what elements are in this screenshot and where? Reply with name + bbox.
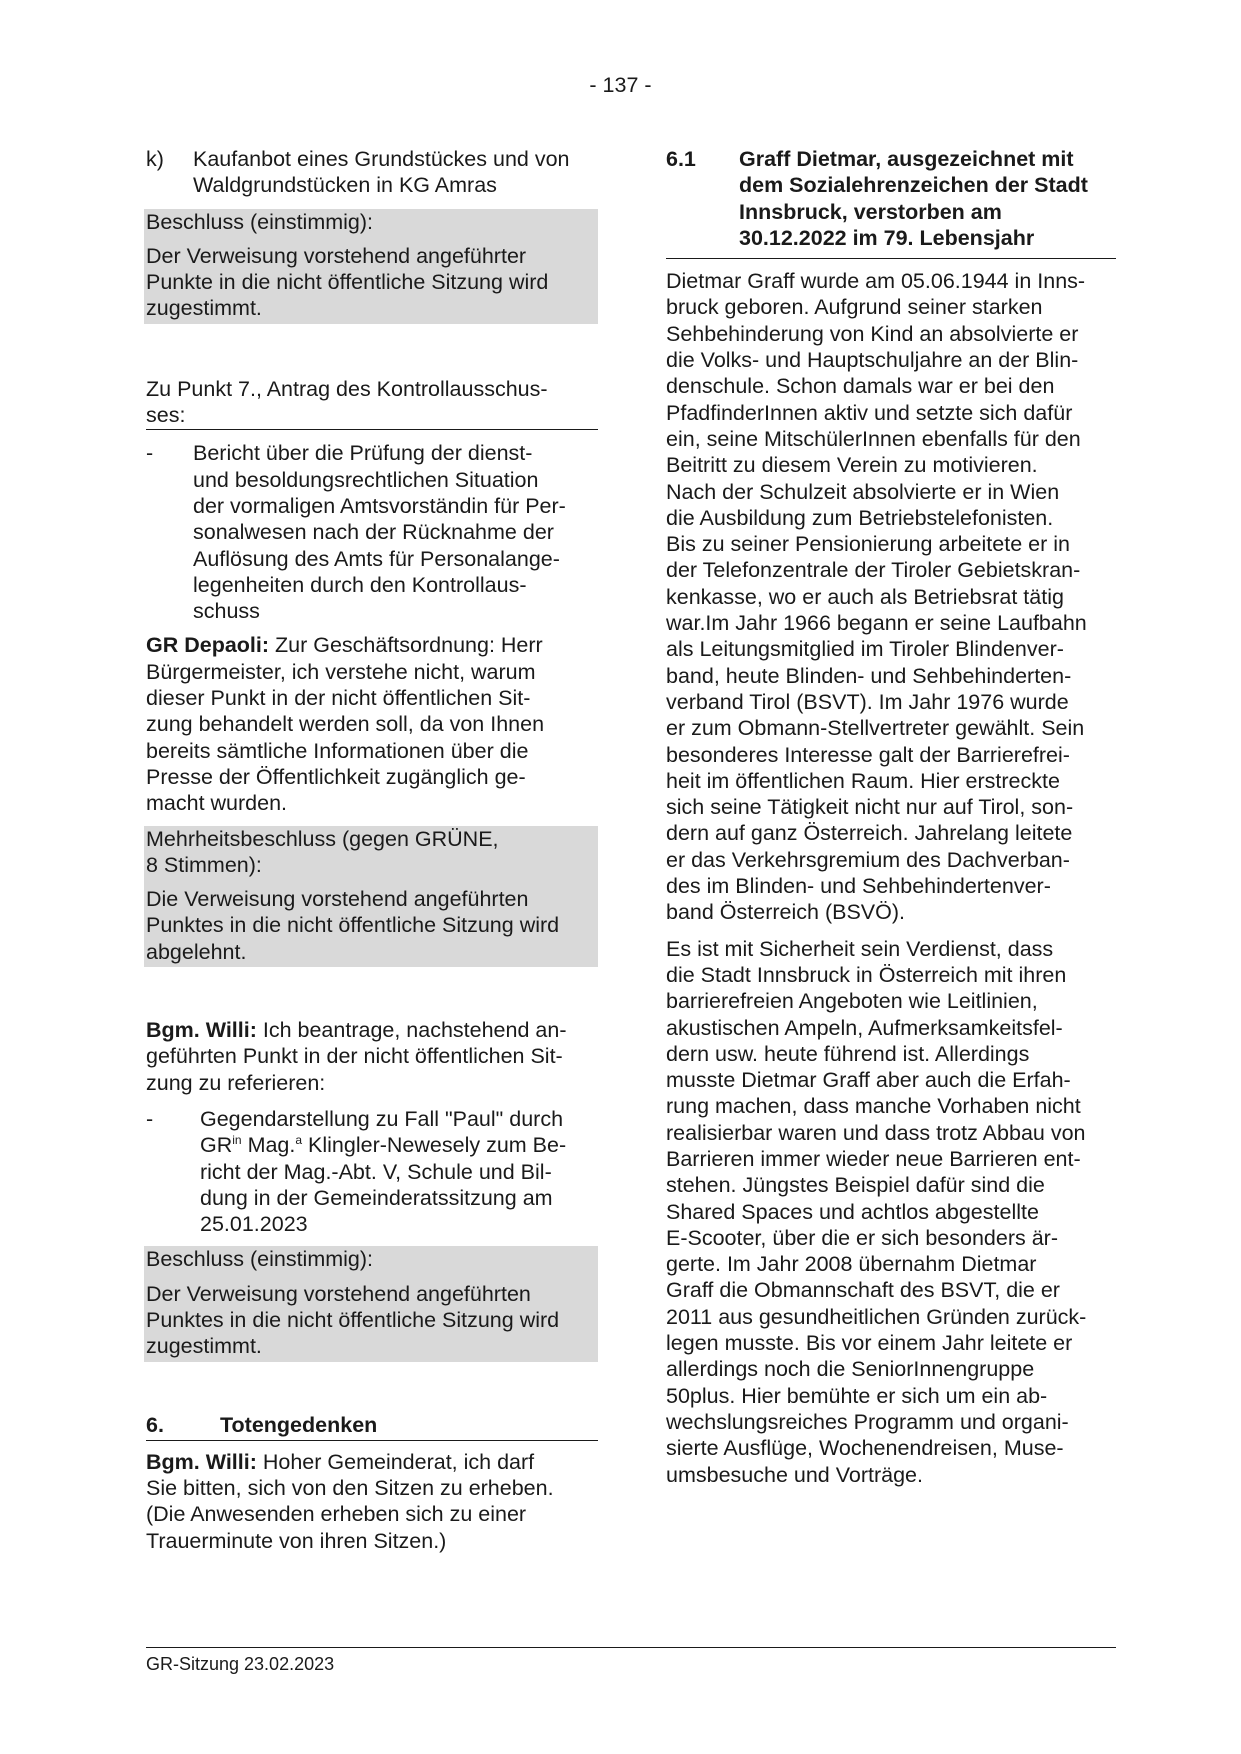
- text-line: Graff Dietmar, ausgezeichnet mit: [739, 147, 1074, 171]
- resolution-heading: Beschluss (einstimmig):: [146, 209, 373, 234]
- text-line: die Ausbildung zum Betriebstelefonisten.: [666, 505, 1054, 530]
- text-line: des im Blinden- und Sehbehindertenver-: [666, 874, 1051, 899]
- footer-divider: [146, 1647, 1116, 1648]
- text-line: Graff die Obmannschaft des BSVT, die er: [666, 1278, 1060, 1303]
- text-line: akustischen Ampeln, Aufmerksamkeitsfel-: [666, 1015, 1063, 1040]
- resolution-line: abgelehnt.: [146, 939, 247, 964]
- dash-bullet: -: [146, 1106, 154, 1131]
- text-line: rung machen, dass manche Vorhaben nicht: [666, 1094, 1081, 1119]
- speech-depaoli: [146, 632, 598, 816]
- right-column: [666, 146, 1116, 1488]
- report-text: [193, 440, 566, 624]
- text-line: kenkasse, wo er auch als Betriebsrat tätig: [666, 584, 1064, 609]
- resolution-line: Der Verweisung vorstehend angeführten: [146, 1281, 531, 1306]
- page-number: - 137 -: [589, 73, 652, 97]
- resolution-line: Punktes in die nicht öffentliche Sitzung wird: [146, 913, 560, 938]
- text-line: [146, 632, 598, 658]
- text-line: PfadfinderInnen aktiv und setzte sich dafür: [666, 400, 1073, 425]
- superscript: a: [295, 1133, 303, 1148]
- resolution-heading: Mehrheitsbeschluss (gegen GRÜNE,: [146, 826, 499, 851]
- motion-heading: [146, 376, 598, 431]
- text-line: zung behandelt werden soll, da von Ihnen: [146, 712, 545, 737]
- text-line: realisierbar waren und dass trotz Abbau von: [666, 1120, 1086, 1145]
- section-title: Totengedenken: [220, 1412, 378, 1437]
- speaker-name: Bgm. Willi:: [146, 1449, 257, 1474]
- text-line: die Volks- und Hauptschuljahre an der Blin-: [666, 348, 1079, 373]
- speech-text: Zur Geschäftsordnung: Herr: [269, 633, 543, 658]
- text-line: Dietmar Graff wurde am 05.06.1944 in Inns-: [666, 269, 1086, 294]
- counterstatement-text: [200, 1106, 566, 1237]
- text-line: Waldgrundstücken in KG Amras: [193, 173, 497, 198]
- text-line: Trauerminute von ihren Sitzen.): [146, 1528, 447, 1553]
- speaker-name: Bgm. Willi:: [146, 1018, 257, 1043]
- resolution-box-2: [144, 826, 598, 967]
- text-line: musste Dietmar Graff aber auch die Erfah-: [666, 1068, 1071, 1093]
- text-line: legenheiten durch den Kontrollaus-: [193, 572, 527, 597]
- title-gr: GR: [200, 1133, 233, 1158]
- text-line: band, heute Blinden- und Sehbehinderten-: [666, 663, 1072, 688]
- resolution-box-3: [144, 1246, 598, 1361]
- text-line: der vormaligen Amtsvorständin für Per-: [193, 493, 566, 518]
- section-number: 6.: [146, 1412, 164, 1437]
- text-line: denschule. Schon damals war er bei den: [666, 374, 1055, 399]
- text-line: wechslungsreiches Programm und organi-: [666, 1409, 1069, 1434]
- text-line: Bürgermeister, ich verstehe nicht, warum: [146, 659, 536, 684]
- text-line: Barrieren immer wieder neue Barrieren ent-: [666, 1146, 1081, 1171]
- report-item: [146, 440, 598, 624]
- text-fragment: Klingler-Newesely zum Be-: [302, 1133, 567, 1158]
- text-line: besonderes Interesse galt der Barrierefrei-: [666, 742, 1070, 767]
- text-line: er das Verkehrsgremium des Dachverban-: [666, 847, 1070, 872]
- text-line: Nach der Schulzeit absolvierte er in Wien: [666, 479, 1060, 504]
- text-line: der Telefonzentrale der Tiroler Gebietskran-: [666, 558, 1081, 583]
- text-line: Kaufanbot eines Grundstückes und von: [193, 147, 570, 171]
- resolution-line: Der Verweisung vorstehend angeführter: [146, 243, 527, 268]
- text-line: Bericht über die Prüfung der dienst-: [193, 441, 533, 466]
- text-line: (Die Anwesenden erheben sich zu einer: [146, 1502, 527, 1527]
- text-line: [146, 1017, 598, 1043]
- text-line: macht wurden.: [146, 791, 288, 816]
- speech-willi-2: [146, 1449, 598, 1554]
- text-line: dern usw. heute führend ist. Allerdings: [666, 1041, 1030, 1066]
- text-line: [146, 1449, 598, 1475]
- text-line: die Stadt Innsbruck in Österreich mit ihren: [666, 962, 1067, 987]
- speech-text: Hoher Gemeinderat, ich darf: [256, 1449, 535, 1474]
- resolution-heading: 8 Stimmen):: [146, 852, 262, 877]
- title-mag: Mag.: [241, 1133, 296, 1158]
- resolution-heading: Beschluss (einstimmig):: [146, 1247, 373, 1272]
- text-line: dung in der Gemeinderatssitzung am: [200, 1185, 553, 1210]
- text-line: Innsbruck, verstorben am: [739, 199, 1002, 224]
- section-heading-6: [146, 1412, 598, 1441]
- text-line: Shared Spaces und achtlos abgestellte: [666, 1199, 1039, 1224]
- text-line: Presse der Öffentlichkeit zugänglich ge-: [146, 764, 526, 789]
- dash-bullet: -: [146, 441, 154, 466]
- text-line: bruck geboren. Aufgrund seiner starken: [666, 295, 1043, 320]
- speaker-name: GR Depaoli:: [146, 633, 270, 658]
- obituary-paragraph-1: [666, 268, 1116, 925]
- resolution-line: zugestimmt.: [146, 1334, 262, 1359]
- text-line: schuss: [193, 599, 260, 624]
- text-line: heit im öffentlichen Raum. Hier erstreckte: [666, 768, 1060, 793]
- text-line: E-Scooter, über die er sich besonders är-: [666, 1225, 1058, 1250]
- resolution-line: Punkte in die nicht öffentliche Sitzung wird: [146, 270, 549, 295]
- text-line: band Österreich (BSVÖ).: [666, 900, 905, 925]
- section-title: [739, 146, 1088, 251]
- resolution-line: zugestimmt.: [146, 296, 262, 321]
- text-line: richt der Mag.-Abt. V, Schule und Bil-: [200, 1159, 552, 1184]
- text-line: dem Sozialehrenzeichen der Stadt: [739, 173, 1088, 198]
- text-line: 30.12.2022 im 79. Lebensjahr: [739, 225, 1035, 250]
- text-line: 2011 aus gesundheitlichen Gründen zurück-: [666, 1304, 1087, 1329]
- text-line: Sehbehinderung von Kind an absolvierte er: [666, 321, 1079, 346]
- resolution-line: Die Verweisung vorstehend angeführten: [146, 887, 529, 912]
- text-line: Es ist mit Sicherheit sein Verdienst, dass: [666, 936, 1054, 961]
- text-line: geführten Punkt in der nicht öffentlichen Sit-: [146, 1044, 563, 1069]
- resolution-line: Punktes in die nicht öffentliche Sitzung wird: [146, 1307, 560, 1332]
- text-line: stehen. Jüngstes Beispiel dafür sind die: [666, 1173, 1045, 1198]
- text-line: sonalwesen nach der Rücknahme der: [193, 520, 554, 545]
- text-line: 50plus. Hier bemühte er sich um ein ab-: [666, 1383, 1048, 1408]
- text-line: dern auf ganz Österreich. Jahrelang leitete: [666, 821, 1073, 846]
- text-line: gerte. Im Jahr 2008 übernahm Dietmar: [666, 1252, 1037, 1277]
- left-column: [146, 146, 598, 1554]
- section-number: 6.1: [666, 147, 696, 171]
- speech-text: Ich beantrage, nachstehend an-: [256, 1018, 567, 1043]
- text-line: dieser Punkt in der nicht öffentlichen Sit-: [146, 686, 531, 711]
- speech-willi-1: [146, 1017, 598, 1096]
- text-line: er zum Obmann-Stellvertreter gewählt. Sein: [666, 716, 1085, 741]
- text-line: Bis zu seiner Pensionierung arbeitete er in: [666, 532, 1070, 557]
- text-line: 25.01.2023: [200, 1212, 308, 1237]
- text-line: zung zu referieren:: [146, 1070, 326, 1095]
- text-line: sich seine Tätigkeit nicht nur auf Tirol, son-: [666, 795, 1074, 820]
- text-line: bereits sämtliche Informationen über die: [146, 738, 529, 763]
- text-line: umsbesuche und Vorträge.: [666, 1462, 923, 1487]
- text-line: Auflösung des Amts für Personalange-: [193, 546, 560, 571]
- superscript: in: [232, 1133, 242, 1148]
- text-line: Gegendarstellung zu Fall "Paul" durch: [200, 1106, 564, 1131]
- text-line: und besoldungsrechtlichen Situation: [193, 467, 539, 492]
- agenda-item-text: [193, 146, 598, 199]
- text-line: barrierefreien Angeboten wie Leitlinien,: [666, 989, 1038, 1014]
- text-line: war.Im Jahr 1966 begann er seine Laufbahn: [666, 611, 1087, 636]
- page-footer: GR-Sitzung 23.02.2023: [146, 1654, 335, 1674]
- text-line: ses:: [146, 403, 186, 428]
- text-line: [200, 1132, 566, 1158]
- agenda-item-label: k): [146, 147, 164, 171]
- section-heading-6-1: [666, 146, 1116, 259]
- resolution-box-1: [144, 209, 598, 324]
- text-line: Sie bitten, sich von den Sitzen zu erheben.: [146, 1476, 554, 1501]
- text-line: legen musste. Bis vor einem Jahr leitete er: [666, 1331, 1073, 1356]
- counterstatement-item: [146, 1106, 598, 1237]
- text-line: sierte Ausflüge, Wochenendreisen, Muse-: [666, 1436, 1064, 1461]
- text-line: Beitritt zu diesem Verein zu motivieren.: [666, 453, 1038, 478]
- text-line: allerdings noch die SeniorInnengruppe: [666, 1357, 1035, 1382]
- agenda-item-k: [146, 146, 598, 199]
- text-line: ein, seine MitschülerInnen ebenfalls für den: [666, 426, 1081, 451]
- text-line: als Leitungsmitglied im Tiroler Blindenver-: [666, 637, 1064, 662]
- text-line: Zu Punkt 7., Antrag des Kontrollausschus-: [146, 376, 548, 401]
- obituary-paragraph-2: [666, 936, 1116, 1488]
- text-line: verband Tirol (BSVT). Im Jahr 1976 wurde: [666, 689, 1069, 714]
